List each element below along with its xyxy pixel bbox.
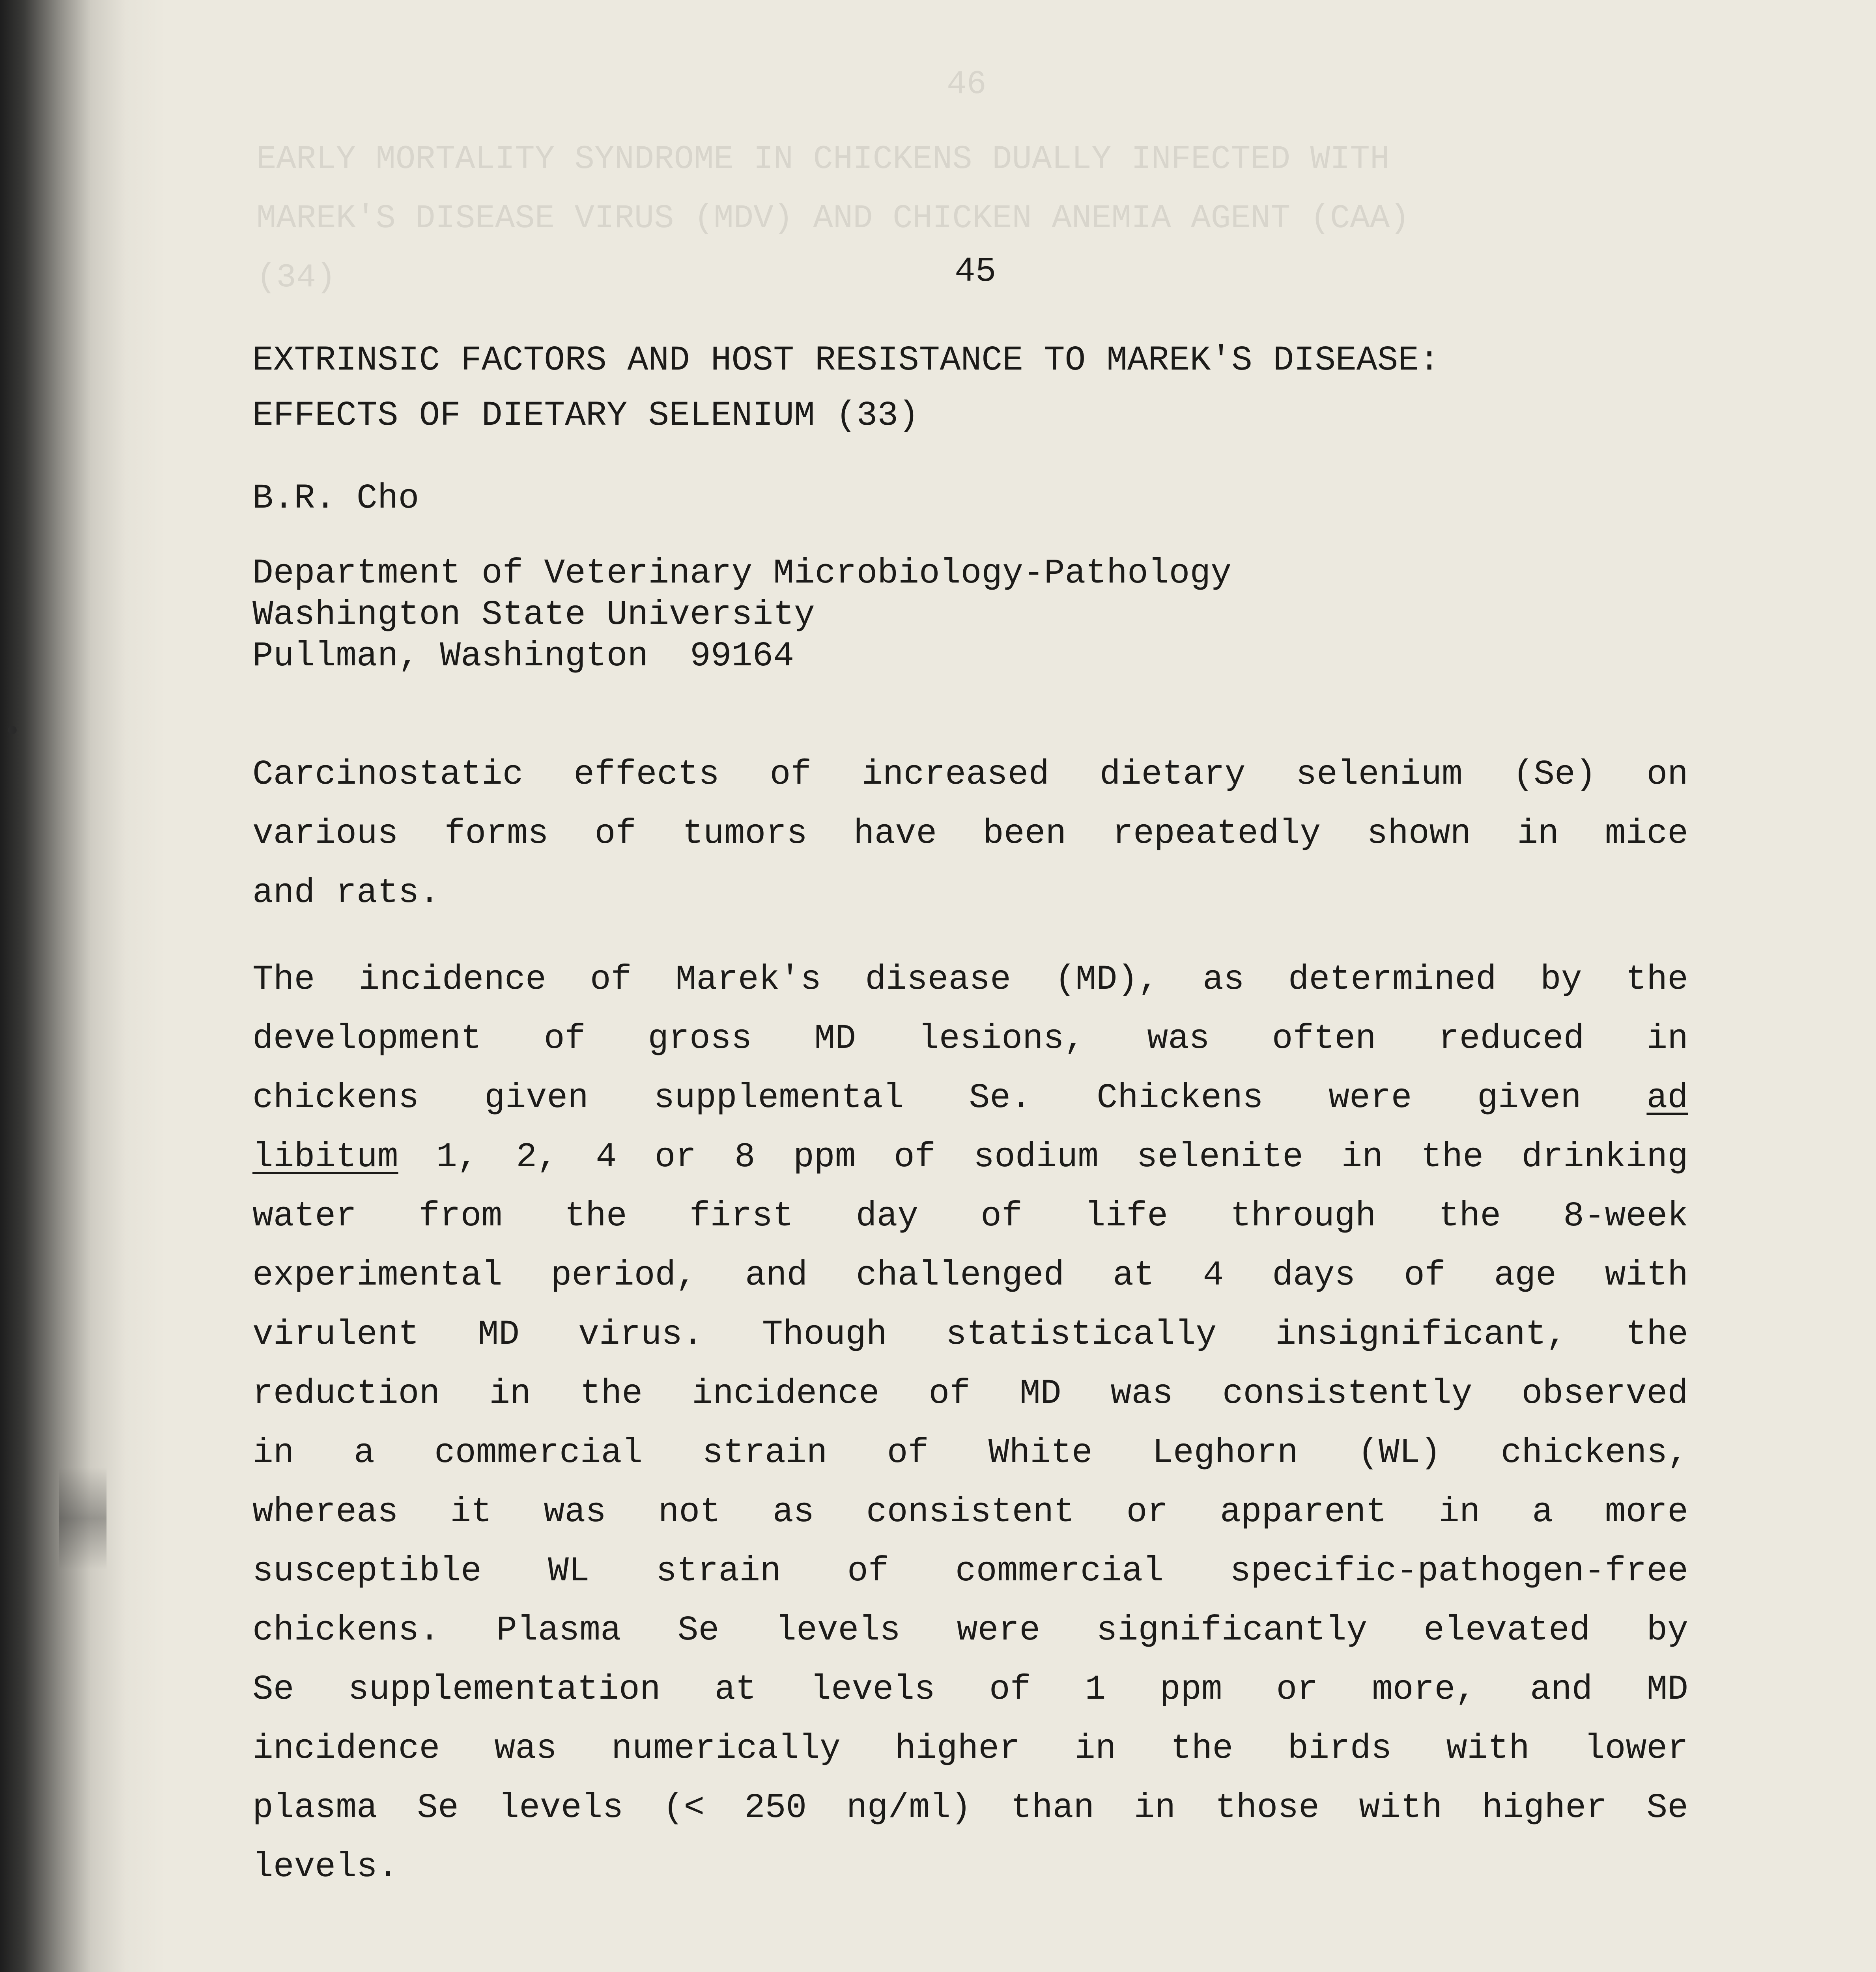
paragraph2-line-with-ad [252,1069,1688,1128]
page-number: 45 [955,252,996,291]
paragraph2-line: experimental period, and challenged at 4 days of age with [252,1256,1688,1295]
bleed-through-page-number: 46 [947,66,987,103]
paragraph2-line: The incidence of Marek's disease (MD), as determined by the [252,960,1688,999]
underlined-ad: ad [1646,1079,1688,1118]
paragraph2-line: whereas it was not as consistent or apparent in a more [252,1493,1688,1532]
paragraph2-line: Se supplementation at levels of 1 ppm or more, and MD [252,1670,1688,1709]
paragraph2-line: levels. [252,1848,398,1887]
paragraph2-line: chickens. Plasma Se levels were significantly elevated by [252,1611,1688,1650]
bleed-through-title-2: MAREK'S DISEASE VIRUS (MDV) AND CHICKEN ANEMIA AGENT (CAA) [256,200,1410,237]
paragraph1-line: Carcinostatic effects of increased dietary selenium (Se) on [252,755,1688,794]
paragraph2-line-text: 1, 2, 4 or 8 ppm of sodium selenite in the drinking [436,1138,1688,1177]
bleed-through-title-1: EARLY MORTALITY SYNDROME IN CHICKENS DUALLY INFECTED WITH [256,141,1390,178]
paragraph2-line: incidence was numerically higher in the birds with lower [252,1729,1688,1768]
paragraph2-line: plasma Se levels (< 250 ng/ml) than in those with higher Se [252,1789,1688,1828]
title-line-2: EFFECTS OF DIETARY SELENIUM (33) [252,396,919,435]
paragraph2-line-with-libitum [252,1128,1688,1187]
affiliation-line-3: Pullman, Washington 99164 [252,637,794,676]
affiliation-line-2: Washington State University [252,596,815,635]
paragraph2-line-text: chickens given supplemental Se. Chickens were given [252,1079,1581,1118]
binding-shadow [59,1467,107,1570]
paragraph2-line: in a commercial strain of White Leghorn (WL) chickens, [252,1434,1688,1473]
underlined-libitum: libitum [252,1138,398,1177]
title-line-1: EXTRINSIC FACTORS AND HOST RESISTANCE TO MAREK'S DISEASE: [252,341,1440,380]
author: B.R. Cho [252,479,419,518]
paragraph1-line: various forms of tumors have been repeatedly shown in mice [252,814,1688,853]
paragraph2-line: susceptible WL strain of commercial specific-pathogen-free [252,1552,1688,1591]
abstract-paragraph-1 [252,745,1688,923]
paragraph2-line: virulent MD virus. Though statistically insignificant, the [252,1315,1688,1354]
scan-speck [8,726,17,734]
paragraph2-line: water from the first day of life through the 8-week [252,1197,1688,1236]
paragraph2-line: development of gross MD lesions, was often reduced in [252,1020,1688,1059]
paragraph1-line: and rats. [252,874,440,913]
affiliation-line-1: Department of Veterinary Microbiology-Pathology [252,554,1232,593]
abstract-paragraph-2 [252,951,1688,1897]
bleed-through-title-3: (34) [256,259,336,297]
paragraph2-line: reduction in the incidence of MD was consistently observed [252,1374,1688,1414]
